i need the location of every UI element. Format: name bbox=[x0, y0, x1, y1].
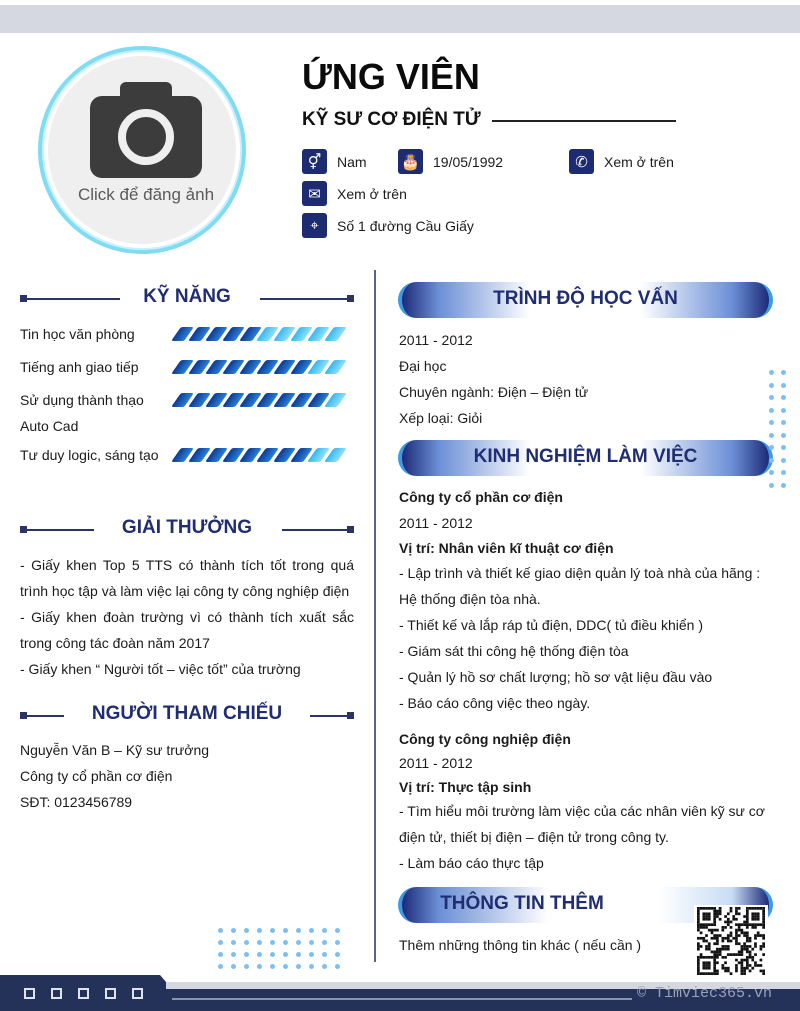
dot bbox=[322, 964, 327, 969]
copyright: © Timviec365.vn bbox=[636, 985, 772, 1002]
dot bbox=[231, 928, 236, 933]
dot bbox=[257, 952, 262, 957]
dot bbox=[322, 952, 327, 957]
education-line: Xếp loại: Giỏi bbox=[399, 410, 483, 426]
phone-value: Xem ở trên bbox=[604, 153, 674, 170]
email-value: Xem ở trên bbox=[337, 185, 407, 202]
skill-level-bar bbox=[176, 448, 342, 468]
skill-row bbox=[20, 354, 360, 380]
dot bbox=[296, 928, 301, 933]
dot bbox=[769, 408, 774, 413]
skill-label: Sử dụng thành thạo Auto Cad bbox=[20, 392, 144, 434]
dot bbox=[257, 964, 262, 969]
avatar-upload-text[interactable]: Click để đăng ảnh bbox=[77, 185, 215, 204]
decorative-dots bbox=[218, 928, 340, 969]
qr-code[interactable] bbox=[694, 905, 768, 977]
references-list bbox=[20, 737, 209, 815]
job-position: Vị trí: Nhân viên kĩ thuật cơ điện bbox=[399, 540, 614, 556]
dot bbox=[769, 370, 774, 375]
reference-line: SĐT: 0123456789 bbox=[20, 794, 133, 810]
award-item: - Giấy khen Top 5 TTS có thành tích tốt trong quá trình học tập và làm việc lại công ty công nghiệp điện bbox=[20, 557, 354, 599]
dot bbox=[270, 940, 275, 945]
award-item: - Giấy khen “ Người tốt – việc tốt” của trường bbox=[20, 661, 301, 677]
email-icon: ✉ bbox=[302, 181, 327, 206]
dot bbox=[283, 928, 288, 933]
dot bbox=[769, 483, 774, 488]
reference-line: Nguyễn Văn B – Kỹ sư trưởng bbox=[20, 742, 210, 758]
square-icon bbox=[105, 988, 116, 999]
title-divider bbox=[492, 120, 676, 122]
job-period: 2011 - 2012 bbox=[399, 755, 473, 771]
dot bbox=[781, 458, 786, 463]
dot bbox=[283, 940, 288, 945]
dot bbox=[218, 940, 223, 945]
job-task: - Báo cáo công việc theo ngày. bbox=[399, 695, 591, 711]
location-pin-icon: ⌖ bbox=[302, 213, 327, 238]
skill-level-bar bbox=[176, 327, 342, 347]
job-task: - Làm báo cáo thực tập bbox=[399, 855, 544, 871]
extra-title: THÔNG TIN THÊM bbox=[440, 893, 604, 914]
dot bbox=[781, 483, 786, 488]
skill-level-bar bbox=[176, 393, 342, 439]
square-icon bbox=[78, 988, 89, 999]
job-period: 2011 - 2012 bbox=[399, 515, 473, 531]
dot bbox=[244, 952, 249, 957]
skill-level-bar bbox=[176, 360, 342, 380]
dot bbox=[296, 952, 301, 957]
dot bbox=[781, 408, 786, 413]
phone-icon: ✆ bbox=[569, 149, 594, 174]
education-line: 2011 - 2012 bbox=[399, 332, 473, 348]
references-title: NGƯỜI THAM CHIẾU bbox=[91, 703, 283, 724]
footer-squares bbox=[24, 988, 143, 999]
decorative-dots bbox=[769, 370, 786, 488]
skill-row bbox=[20, 442, 360, 468]
dot bbox=[781, 420, 786, 425]
skills-heading bbox=[20, 284, 354, 314]
dot bbox=[769, 458, 774, 463]
dot bbox=[218, 928, 223, 933]
dot bbox=[257, 928, 262, 933]
skill-row bbox=[20, 387, 360, 439]
education-banner bbox=[398, 282, 773, 318]
dot bbox=[309, 952, 314, 957]
awards-title: GIẢI THƯỞNG bbox=[121, 517, 253, 538]
dot bbox=[270, 964, 275, 969]
candidate-name: ỨNG VIÊN bbox=[302, 56, 480, 97]
column-divider bbox=[374, 270, 376, 962]
square-icon bbox=[132, 988, 143, 999]
education-line: Chuyên ngành: Điện – Điện tử bbox=[399, 384, 589, 400]
job-position: Vị trí: Thực tập sinh bbox=[399, 779, 532, 795]
job-title: KỸ SƯ CƠ ĐIỆN TỬ bbox=[302, 109, 481, 130]
dot bbox=[257, 940, 262, 945]
experience-banner bbox=[398, 440, 773, 476]
extra-text: Thêm những thông tin khác ( nếu cần ) bbox=[399, 937, 642, 953]
dot bbox=[283, 952, 288, 957]
dot bbox=[781, 433, 786, 438]
dot bbox=[769, 420, 774, 425]
dot bbox=[244, 928, 249, 933]
dot bbox=[296, 940, 301, 945]
dot bbox=[769, 395, 774, 400]
gender-icon: ⚥ bbox=[302, 149, 327, 174]
job-task: - Quản lý hồ sơ chất lượng; hồ sơ vật liệu đầu vào bbox=[399, 669, 713, 685]
dot bbox=[769, 445, 774, 450]
awards-list bbox=[20, 552, 354, 682]
birthday-cake-icon: 🎂 bbox=[398, 149, 423, 174]
dot bbox=[781, 470, 786, 475]
dot bbox=[335, 928, 340, 933]
job-entry bbox=[399, 484, 769, 716]
award-item: - Giấy khen đoàn trường vì có thành tích xuất sắc trong công tác đoàn năm 2017 bbox=[20, 609, 354, 651]
job-task: - Lập trình và thiết kế giao diện quản lý toà nhà của hãng : Hệ thống điện tòa nhà. bbox=[399, 565, 761, 607]
dot bbox=[283, 964, 288, 969]
top-band bbox=[0, 5, 800, 33]
awards-heading bbox=[20, 515, 354, 545]
skill-label: Tư duy logic, sáng tạo bbox=[20, 447, 159, 463]
education-line: Đại học bbox=[399, 358, 447, 374]
job-company: Công ty cổ phần cơ điện bbox=[399, 489, 563, 505]
dot bbox=[231, 940, 236, 945]
dot bbox=[335, 964, 340, 969]
job-entry bbox=[399, 728, 769, 876]
footer-line bbox=[172, 998, 632, 1000]
experience-title: KINH NGHIỆM LÀM VIỆC bbox=[473, 446, 698, 467]
dot bbox=[335, 940, 340, 945]
dot bbox=[769, 470, 774, 475]
skill-row bbox=[20, 321, 360, 347]
dot bbox=[322, 928, 327, 933]
dot bbox=[781, 445, 786, 450]
dot bbox=[781, 395, 786, 400]
dot bbox=[309, 940, 314, 945]
education-details bbox=[399, 327, 588, 431]
birthday-value: 19/05/1992 bbox=[433, 153, 504, 170]
camera-lens-icon bbox=[118, 109, 174, 165]
dot bbox=[244, 940, 249, 945]
dot bbox=[309, 928, 314, 933]
dot bbox=[769, 433, 774, 438]
square-icon bbox=[24, 988, 35, 999]
experience-list bbox=[399, 484, 769, 876]
skill-label: Tin học văn phòng bbox=[20, 326, 135, 342]
dot bbox=[244, 964, 249, 969]
dot bbox=[781, 370, 786, 375]
gender-value: Nam bbox=[337, 153, 367, 170]
square-icon bbox=[51, 988, 62, 999]
address-value: Số 1 đường Cầu Giấy bbox=[337, 217, 474, 234]
job-task: - Tìm hiểu môi trường làm việc của các nhân viên kỹ sư cơ điện tử, thiết bị điện – điện tử trong công ty. bbox=[399, 803, 765, 845]
dot bbox=[218, 952, 223, 957]
job-task: - Giám sát thi công hệ thống điện tòa bbox=[399, 643, 629, 659]
dot bbox=[231, 952, 236, 957]
dot bbox=[270, 952, 275, 957]
dot bbox=[231, 964, 236, 969]
dot bbox=[335, 952, 340, 957]
job-task: - Thiết kế và lắp ráp tủ điện, DDC( tủ điều khiển ) bbox=[399, 617, 704, 633]
skills-title: KỸ NĂNG bbox=[143, 286, 231, 307]
dot bbox=[270, 928, 275, 933]
education-title: TRÌNH ĐỘ HỌC VẤN bbox=[493, 288, 678, 309]
dot bbox=[296, 964, 301, 969]
dot bbox=[309, 964, 314, 969]
dot bbox=[781, 383, 786, 388]
dot bbox=[769, 383, 774, 388]
dot bbox=[322, 940, 327, 945]
skill-label: Tiếng anh giao tiếp bbox=[20, 359, 139, 375]
reference-line: Công ty cổ phần cơ điện bbox=[20, 768, 173, 784]
job-company: Công ty công nghiệp điện bbox=[399, 731, 571, 747]
references-heading bbox=[20, 701, 354, 731]
dot bbox=[218, 964, 223, 969]
